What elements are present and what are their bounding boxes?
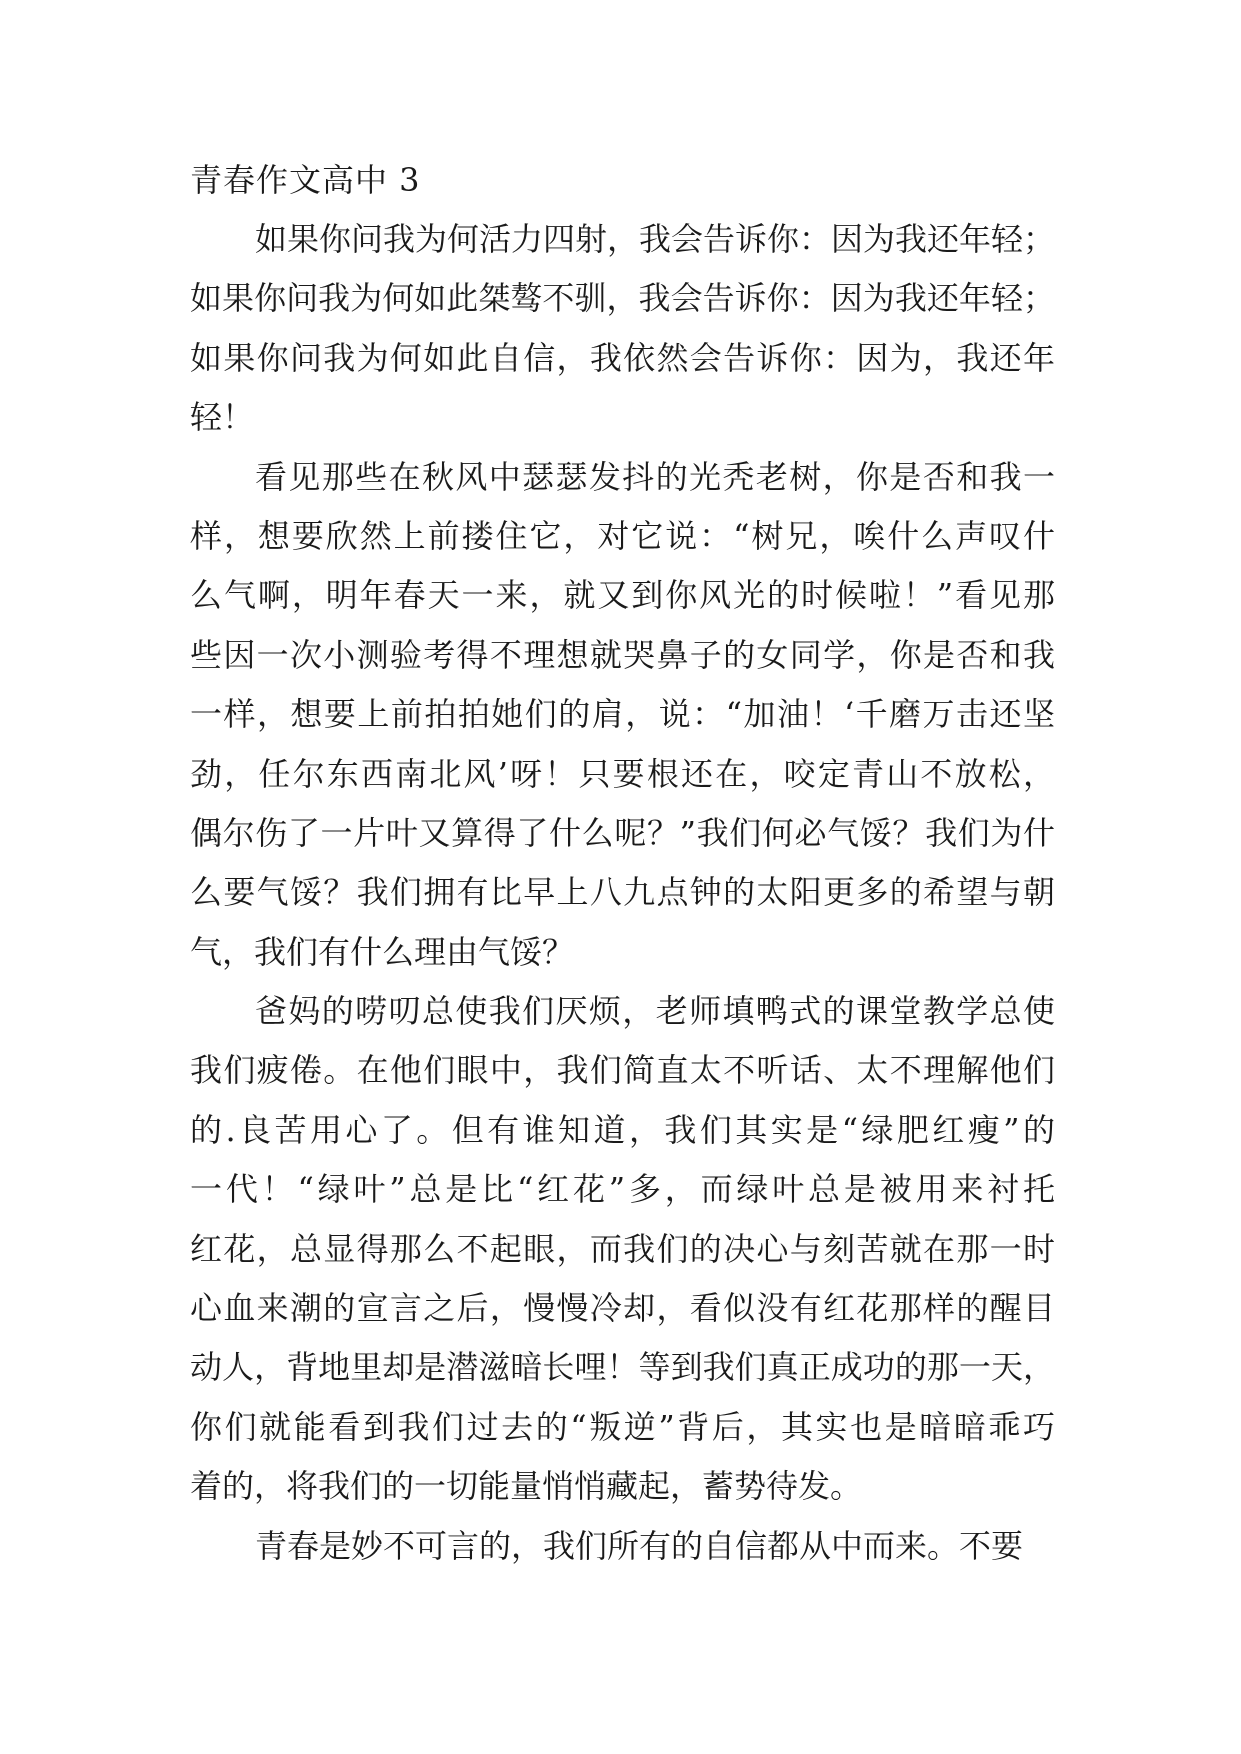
- text-line: 轻！: [190, 398, 255, 437]
- text-line: 一样，想要上前拍拍她们的肩，说：“加油！‘千磨万击还坚: [190, 695, 1055, 734]
- text-line: 如果你问我为何如此桀骜不驯，我会告诉你：因为我还年轻；: [190, 279, 1055, 318]
- text-line: 爸妈的唠叨总使我们厌烦，老师填鸭式的课堂教学总使: [255, 992, 1055, 1031]
- document-body: [190, 150, 1055, 1576]
- text-line: 的.良苦用心了。但有谁知道，我们其实是“绿肥红瘦”的: [190, 1110, 1055, 1149]
- paragraph-2: [190, 448, 1055, 983]
- text-line: 心血来潮的宣言之后，慢慢冷却，看似没有红花那样的醒目: [190, 1289, 1055, 1328]
- text-line: 动人，背地里却是潜滋暗长哩！等到我们真正成功的那一天，: [190, 1348, 1055, 1387]
- text-line: 着的，将我们的一切能量悄悄藏起，蓄势待发。: [190, 1467, 863, 1506]
- text-line: 样，想要欣然上前搂住它，对它说：“树兄，唉什么声叹什: [190, 516, 1055, 555]
- text-line: 红花，总显得那么不起眼，而我们的决心与刻苦就在那一时: [190, 1229, 1055, 1268]
- text-line: 青春是妙不可言的，我们所有的自信都从中而来。不要: [255, 1526, 1024, 1565]
- paragraph-1: [190, 210, 1055, 448]
- text-line: 么要气馁？我们拥有比早上八九点钟的太阳更多的希望与朝: [190, 873, 1055, 912]
- text-line: 么气啊，明年春天一来，就又到你风光的时候啦！”看见那: [190, 576, 1055, 615]
- paragraph-3: [190, 982, 1055, 1517]
- text-line: 如果你问我为何活力四射，我会告诉你：因为我还年轻；: [255, 220, 1056, 258]
- text-line: 气，我们有什么理由气馁？: [190, 932, 575, 971]
- text-line: 如果你问我为何如此自信，我依然会告诉你：因为，我还年: [190, 338, 1055, 377]
- text-line: 些因一次小测验考得不理想就哭鼻子的女同学，你是否和我: [190, 635, 1055, 674]
- text-line: 我们疲倦。在他们眼中，我们简直太不听话、太不理解他们: [190, 1051, 1055, 1090]
- text-line: 看见那些在秋风中瑟瑟发抖的光秃老树，你是否和我一: [255, 457, 1055, 496]
- text-line: 你们就能看到我们过去的“叛逆”背后，其实也是暗暗乖巧: [190, 1407, 1055, 1446]
- text-line: 偶尔伤了一片叶又算得了什么呢？”我们何必气馁？我们为什: [190, 813, 1055, 852]
- document-title: 青春作文高中 3: [190, 161, 421, 199]
- text-line: 一代！“绿叶”总是比“红花”多，而绿叶总是被用来衬托: [190, 1170, 1055, 1209]
- paragraph-4: [190, 1517, 1055, 1576]
- text-line: 劲，任尔东西南北风’呀！只要根还在，咬定青山不放松，: [190, 754, 1055, 793]
